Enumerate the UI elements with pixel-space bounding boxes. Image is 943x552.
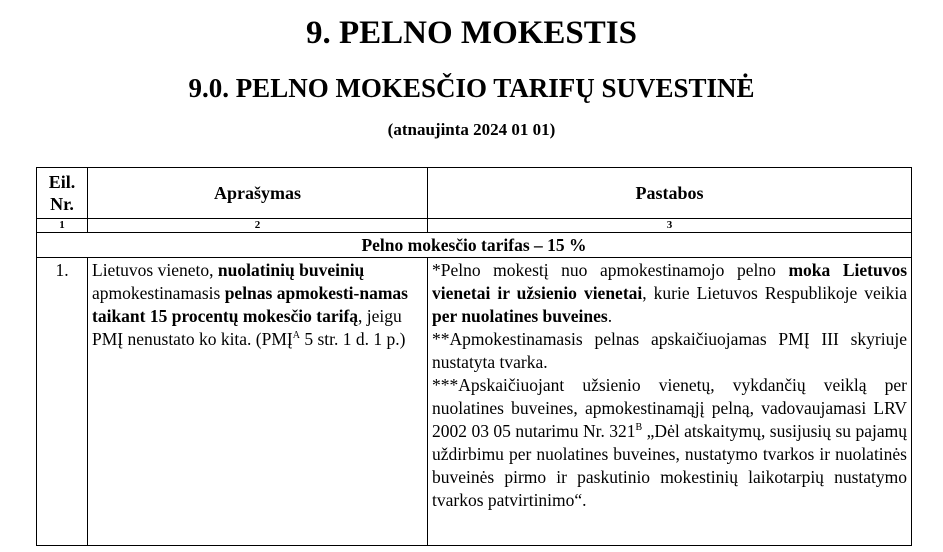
section-title: Pelno mokesčio tarifas – 15 %	[37, 233, 912, 258]
row-description	[88, 258, 428, 546]
table-row	[37, 258, 912, 546]
tax-rate-table	[36, 167, 912, 546]
column-number-row	[37, 219, 912, 233]
description-bold: nuolatinių buveinių	[217, 260, 365, 280]
footnote-marker: A	[292, 330, 300, 342]
document-title: 9. PELNO MOKESTIS	[306, 15, 637, 51]
note-paragraph	[432, 259, 907, 328]
note-paragraph	[432, 374, 907, 512]
header-nr-line2: Nr.	[50, 194, 74, 214]
column-number: 1	[37, 219, 88, 233]
note-bold: moka Lietuvos vienetai ir užsienio vienetai	[432, 260, 908, 303]
note-text: „Dėl atskaitymų, susijusių su pajamų uždirbimu per nuolatines buveines, nustatymo tvarkos ir nuolatinės buveinės pirmo ir paskutinio mokestinių laikotarpių nustatymo tvarkos patvirtinimo“.	[432, 421, 907, 510]
header-description: Aprašymas	[88, 168, 428, 219]
document-subtitle: 9.0. PELNO MOKESČIO TARIFŲ SUVESTINĖ	[188, 73, 755, 103]
note-text: ***Apskaičiuojant užsienio vienetų, vykdančių veiklą per nuolatines buveines, apmokestinamąjį pelną, vadovaujamasi LRV 2002 03 05 nutarimu Nr. 321	[432, 375, 907, 441]
footnote-marker: B	[635, 422, 643, 434]
note-bold: per nuolatines buveines	[432, 306, 608, 326]
row-number: 1.	[37, 258, 88, 546]
header-nr	[37, 168, 88, 219]
description-text: 5 str. 1 d. 1 p.)	[300, 329, 406, 349]
table-header-row	[37, 168, 912, 219]
update-date: (atnaujinta 2024 01 01)	[387, 120, 556, 139]
column-number: 2	[88, 219, 428, 233]
column-number: 3	[428, 219, 912, 233]
note-text: *Pelno mokestį nuo apmokestinamojo pelno	[432, 260, 789, 280]
description-text: apmokestinamasis	[92, 283, 225, 303]
note-paragraph: **Apmokestinamasis pelnas apskaičiuojamas PMĮ III skyriuje nustatyta tvarka.	[432, 329, 907, 372]
header-notes: Pastabos	[428, 168, 912, 219]
note-text: .	[607, 306, 613, 326]
row-notes	[428, 258, 912, 546]
description-text: Lietuvos vieneto,	[92, 260, 218, 280]
description-bold: pelnas apmokesti-namas taikant 15 procentų mokesčio tarifą	[92, 283, 408, 326]
section-row	[37, 233, 912, 258]
header-nr-line1: Eil.	[48, 172, 76, 192]
note-text: , kurie Lietuvos Respublikoje veikia	[642, 283, 907, 303]
description-text: , jeigu PMĮ nenustato ko kita. (PMĮ	[92, 306, 402, 349]
